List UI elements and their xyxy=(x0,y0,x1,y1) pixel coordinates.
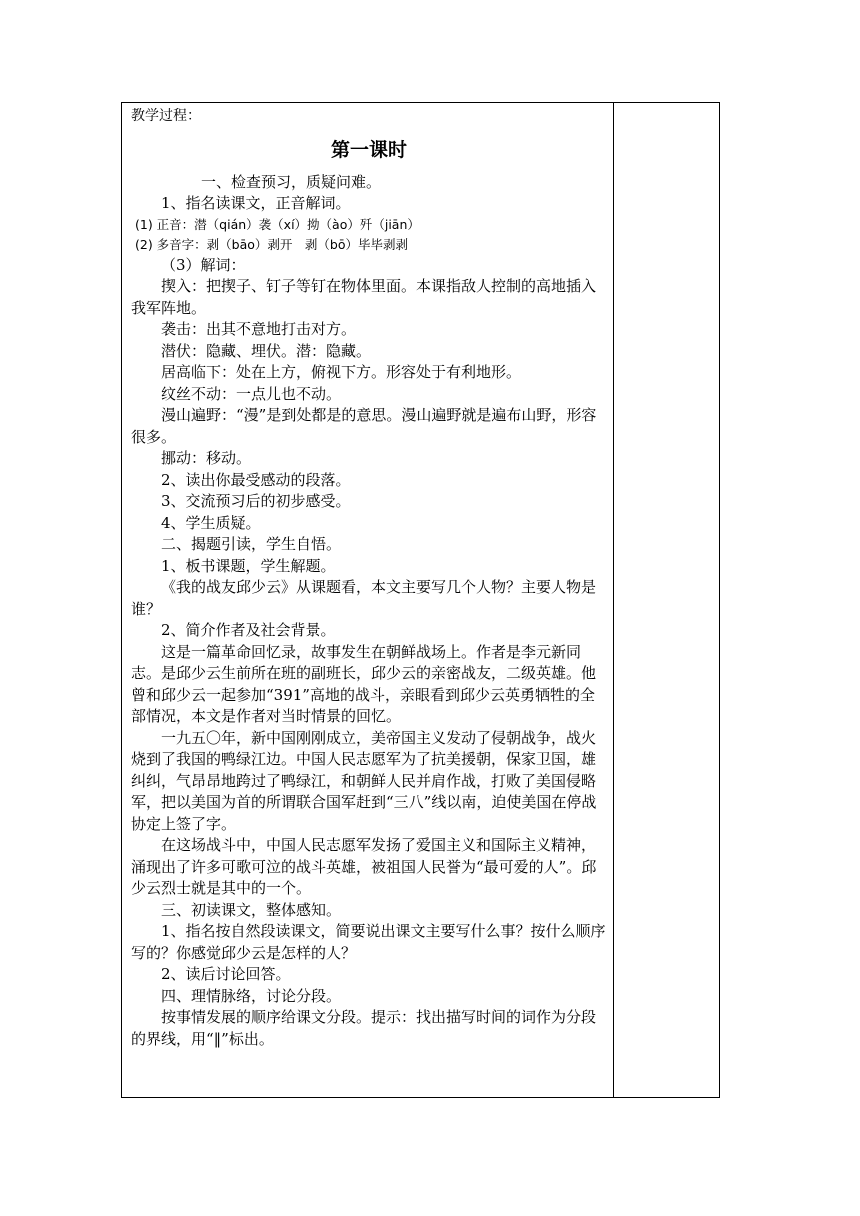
text-line: （3）解词： xyxy=(161,255,246,274)
text-line: 4、学生质疑。 xyxy=(161,513,261,532)
text-line: 1、指名读课文，正音解词。 xyxy=(161,194,351,212)
lesson-title: 第一课时 xyxy=(330,138,407,161)
text-line: 一、检查预习，质疑问难。 xyxy=(201,172,382,191)
text-line: 二、揭题引读，学生自悟。 xyxy=(161,535,342,553)
lesson-body xyxy=(131,172,607,1051)
text-line: 潜伏：隐藏、埋伏。潜：隐藏。 xyxy=(161,341,372,360)
text-line: 挪动：移动。 xyxy=(161,449,252,467)
text-line: 一九五〇年，新中国刚刚成立，美帝国主义发动了侵朝战争，战火烧到了我国的鸭绿江边。中国人民志愿军为了抗美援朝，保家卫国，雄纠纠，气昂昂地跨过了鸭绿江，和朝鲜人民并肩作战，打败了美国侵略军，把以美国为首的所谓联合国军赶到“三八”线以南，迫使美国在停战协定上签了字。 xyxy=(131,728,597,833)
text-line: 这是一篇革命回忆录，故事发生在朝鲜战场上。作者是李元新同志。是邱少云生前所在班的副班长，邱少云的亲密战友，二级英雄。他曾和邱少云一起参加“391”高地的战斗，亲眼看到邱少云英勇牺牲的全部情况，本文是作者对当时情景的回忆。 xyxy=(131,642,597,725)
text-line: 2、读后讨论回答。 xyxy=(161,965,291,983)
text-line: 1、板书课题，学生解题。 xyxy=(161,556,336,575)
text-line: 在这场战斗中，中国人民志愿军发扬了爱国主义和国际主义精神，涌现出了许多可歌可泣的战斗英雄，被祖国人民誉为“最可爱的人”。邱少云烈士就是其中的一个。 xyxy=(131,836,597,897)
text-line: 2、读出你最受感动的段落。 xyxy=(161,470,351,489)
text-line: 揳入：把揳子、钉子等钉在物体里面。本课指敌人控制的高地插入我军阵地。 xyxy=(131,277,597,317)
text-line: 袭击：出其不意地打击对方。 xyxy=(161,320,357,338)
text-line: 按事情发展的顺序给课文分段。提示：找出描写时间的词作为分段的界线，用“‖”标出。 xyxy=(131,1008,597,1048)
text-line: (1) 正音：潜（qián）袭（xí）拗（ào）歼（jiān） xyxy=(135,216,420,232)
table-column-divider xyxy=(613,102,614,1098)
text-line: 居高临下：处在上方，俯视下方。形容处于有利地形。 xyxy=(161,363,522,381)
text-line: 四、理情脉络，讨论分段。 xyxy=(161,986,342,1005)
lesson-content xyxy=(131,106,607,1050)
text-line: 《我的战友邱少云》从课题看，本文主要写几个人物？主要人物是谁？ xyxy=(131,578,597,618)
text-line: 3、交流预习后的初步感受。 xyxy=(161,492,351,510)
text-line: 2、简介作者及社会背景。 xyxy=(161,621,336,639)
text-line: (2) 多音字：剥（bāo）剥开 剥（bō）毕毕剥剥 xyxy=(135,236,409,252)
text-line: 三、初读课文，整体感知。 xyxy=(161,900,342,919)
section-label: 教学过程： xyxy=(131,108,201,124)
text-line: 漫山遍野：“漫”是到处都是的意思。漫山遍野就是遍布山野，形容很多。 xyxy=(131,406,597,446)
text-line: 纹丝不动：一点儿也不动。 xyxy=(161,384,342,403)
text-line: 1、指名按自然段读课文，简要说出课文主要写什么事？按什么顺序写的？你感觉邱少云是怎样的人？ xyxy=(131,922,606,962)
